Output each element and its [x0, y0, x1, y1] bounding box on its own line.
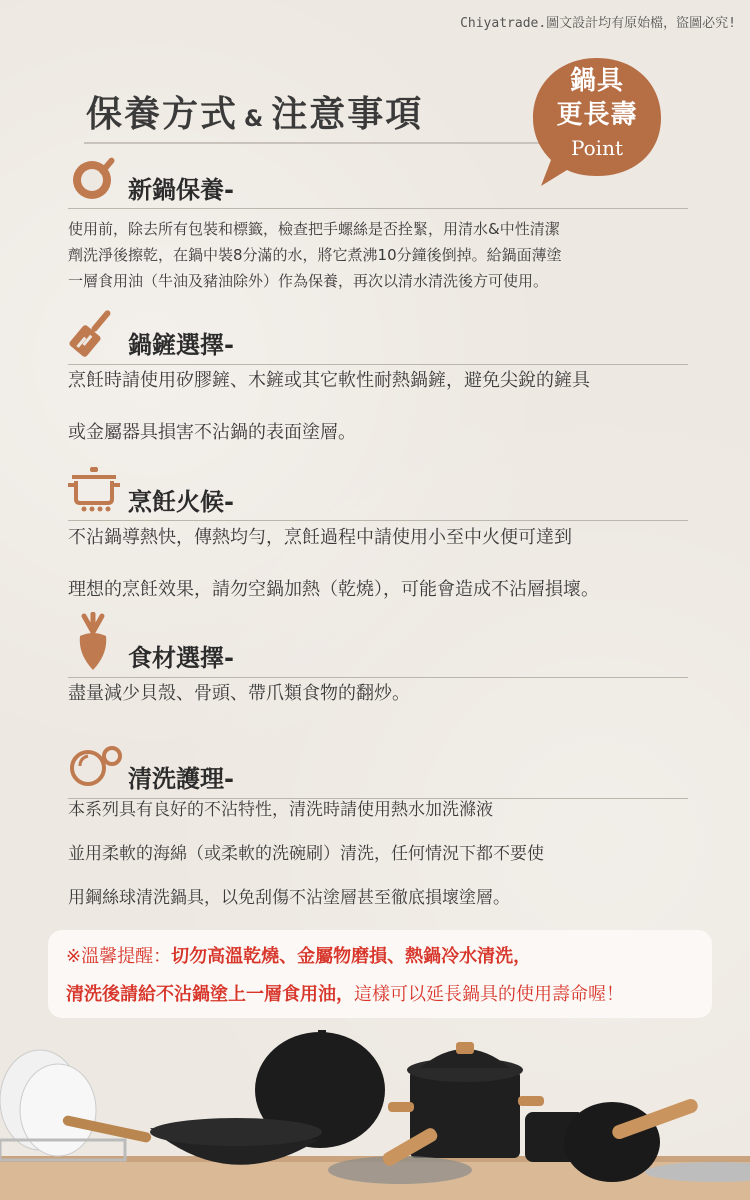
section-divider — [68, 208, 688, 209]
warning-line2-bold: 清洗後請給不沾鍋塗上一層食用油， — [66, 984, 354, 1005]
warning-line2 — [66, 980, 624, 1006]
radish-icon — [72, 612, 114, 672]
body-line: 烹飪時請使用矽膠鏟、木鏟或其它軟性耐熱鍋鏟，避免尖銳的鏟具 — [68, 370, 590, 391]
section-title-spatula: 鍋鏟選擇- — [128, 331, 234, 359]
badge-line3: Point — [570, 136, 623, 160]
body-line: 用鋼絲球清洗鍋具，以免刮傷不沾塗層甚至徹底損壞塗層。 — [68, 888, 510, 908]
section-body-spatula — [68, 355, 590, 459]
spatula-icon — [68, 306, 124, 362]
section-body-heat — [68, 512, 599, 616]
copyright-notice: Chiyatrade.圖文設計均有原始檔，盜圖必究! — [460, 16, 736, 31]
body-line: 一層食用油（牛油及豬油除外）作為保養，再次以清水清洗後方可使用。 — [68, 272, 549, 290]
title-amp: & — [244, 107, 266, 132]
section-body-cleaning — [68, 788, 544, 920]
body-line: 劑洗淨後擦乾，在鍋中裝8分滿的水，將它煮沸10分鐘後倒掉。給鍋面薄塗 — [68, 246, 562, 264]
page-title — [86, 86, 423, 137]
section-body-ingredients — [68, 668, 410, 720]
bubbles-icon — [68, 742, 126, 790]
body-line: 盡量減少貝殼、骨頭、帶爪類食物的翻炒。 — [68, 683, 410, 704]
warning-box — [48, 930, 712, 1018]
body-line: 本系列具有良好的不沾特性，清洗時請使用熱水加洗滌液 — [68, 800, 493, 820]
warning-prefix: ※溫馨提醒： — [66, 946, 172, 967]
body-line: 並用柔軟的海綿（或柔軟的洗碗刷）清洗，任何情況下都不要使 — [68, 844, 544, 864]
title-part2: 注意事項 — [271, 94, 424, 135]
title-part1: 保養方式 — [86, 94, 239, 135]
badge-line2: 更長壽 — [556, 100, 638, 130]
point-badge — [527, 52, 667, 192]
section-title-heat: 烹飪火候- — [128, 488, 234, 516]
warning-line2-text: 這樣可以延長鍋具的使用壽命喔！ — [354, 984, 624, 1005]
pot-icon — [66, 465, 122, 513]
section-body-new-pan — [68, 216, 562, 294]
cookware-photo — [0, 1030, 750, 1200]
section-title-new-pan: 新鍋保養- — [128, 176, 234, 204]
warning-line1 — [66, 942, 531, 968]
body-line: 或金屬器具損害不沾鍋的表面塗層。 — [68, 422, 356, 443]
pan-icon — [70, 150, 122, 202]
warning-line1-text: 切勿高溫乾燒、金屬物磨損、熱鍋冷水清洗， — [171, 946, 532, 967]
title-underline — [84, 142, 554, 144]
body-line: 不沾鍋導熱快，傳熱均勻，烹飪過程中請使用小至中火便可達到 — [68, 527, 572, 548]
badge-line1: 鍋具 — [569, 66, 624, 96]
section-title-cleaning: 清洗護理- — [128, 765, 234, 793]
section-title-ingredients: 食材選擇- — [128, 644, 234, 672]
body-line: 使用前，除去所有包裝和標籤，檢查把手螺絲是否拴緊，用清水&中性清潔 — [68, 220, 560, 238]
dish-rack-icon — [0, 1050, 125, 1160]
body-line: 理想的烹飪效果，請勿空鍋加熱（乾燒），可能會造成不沾層損壞。 — [68, 579, 599, 600]
